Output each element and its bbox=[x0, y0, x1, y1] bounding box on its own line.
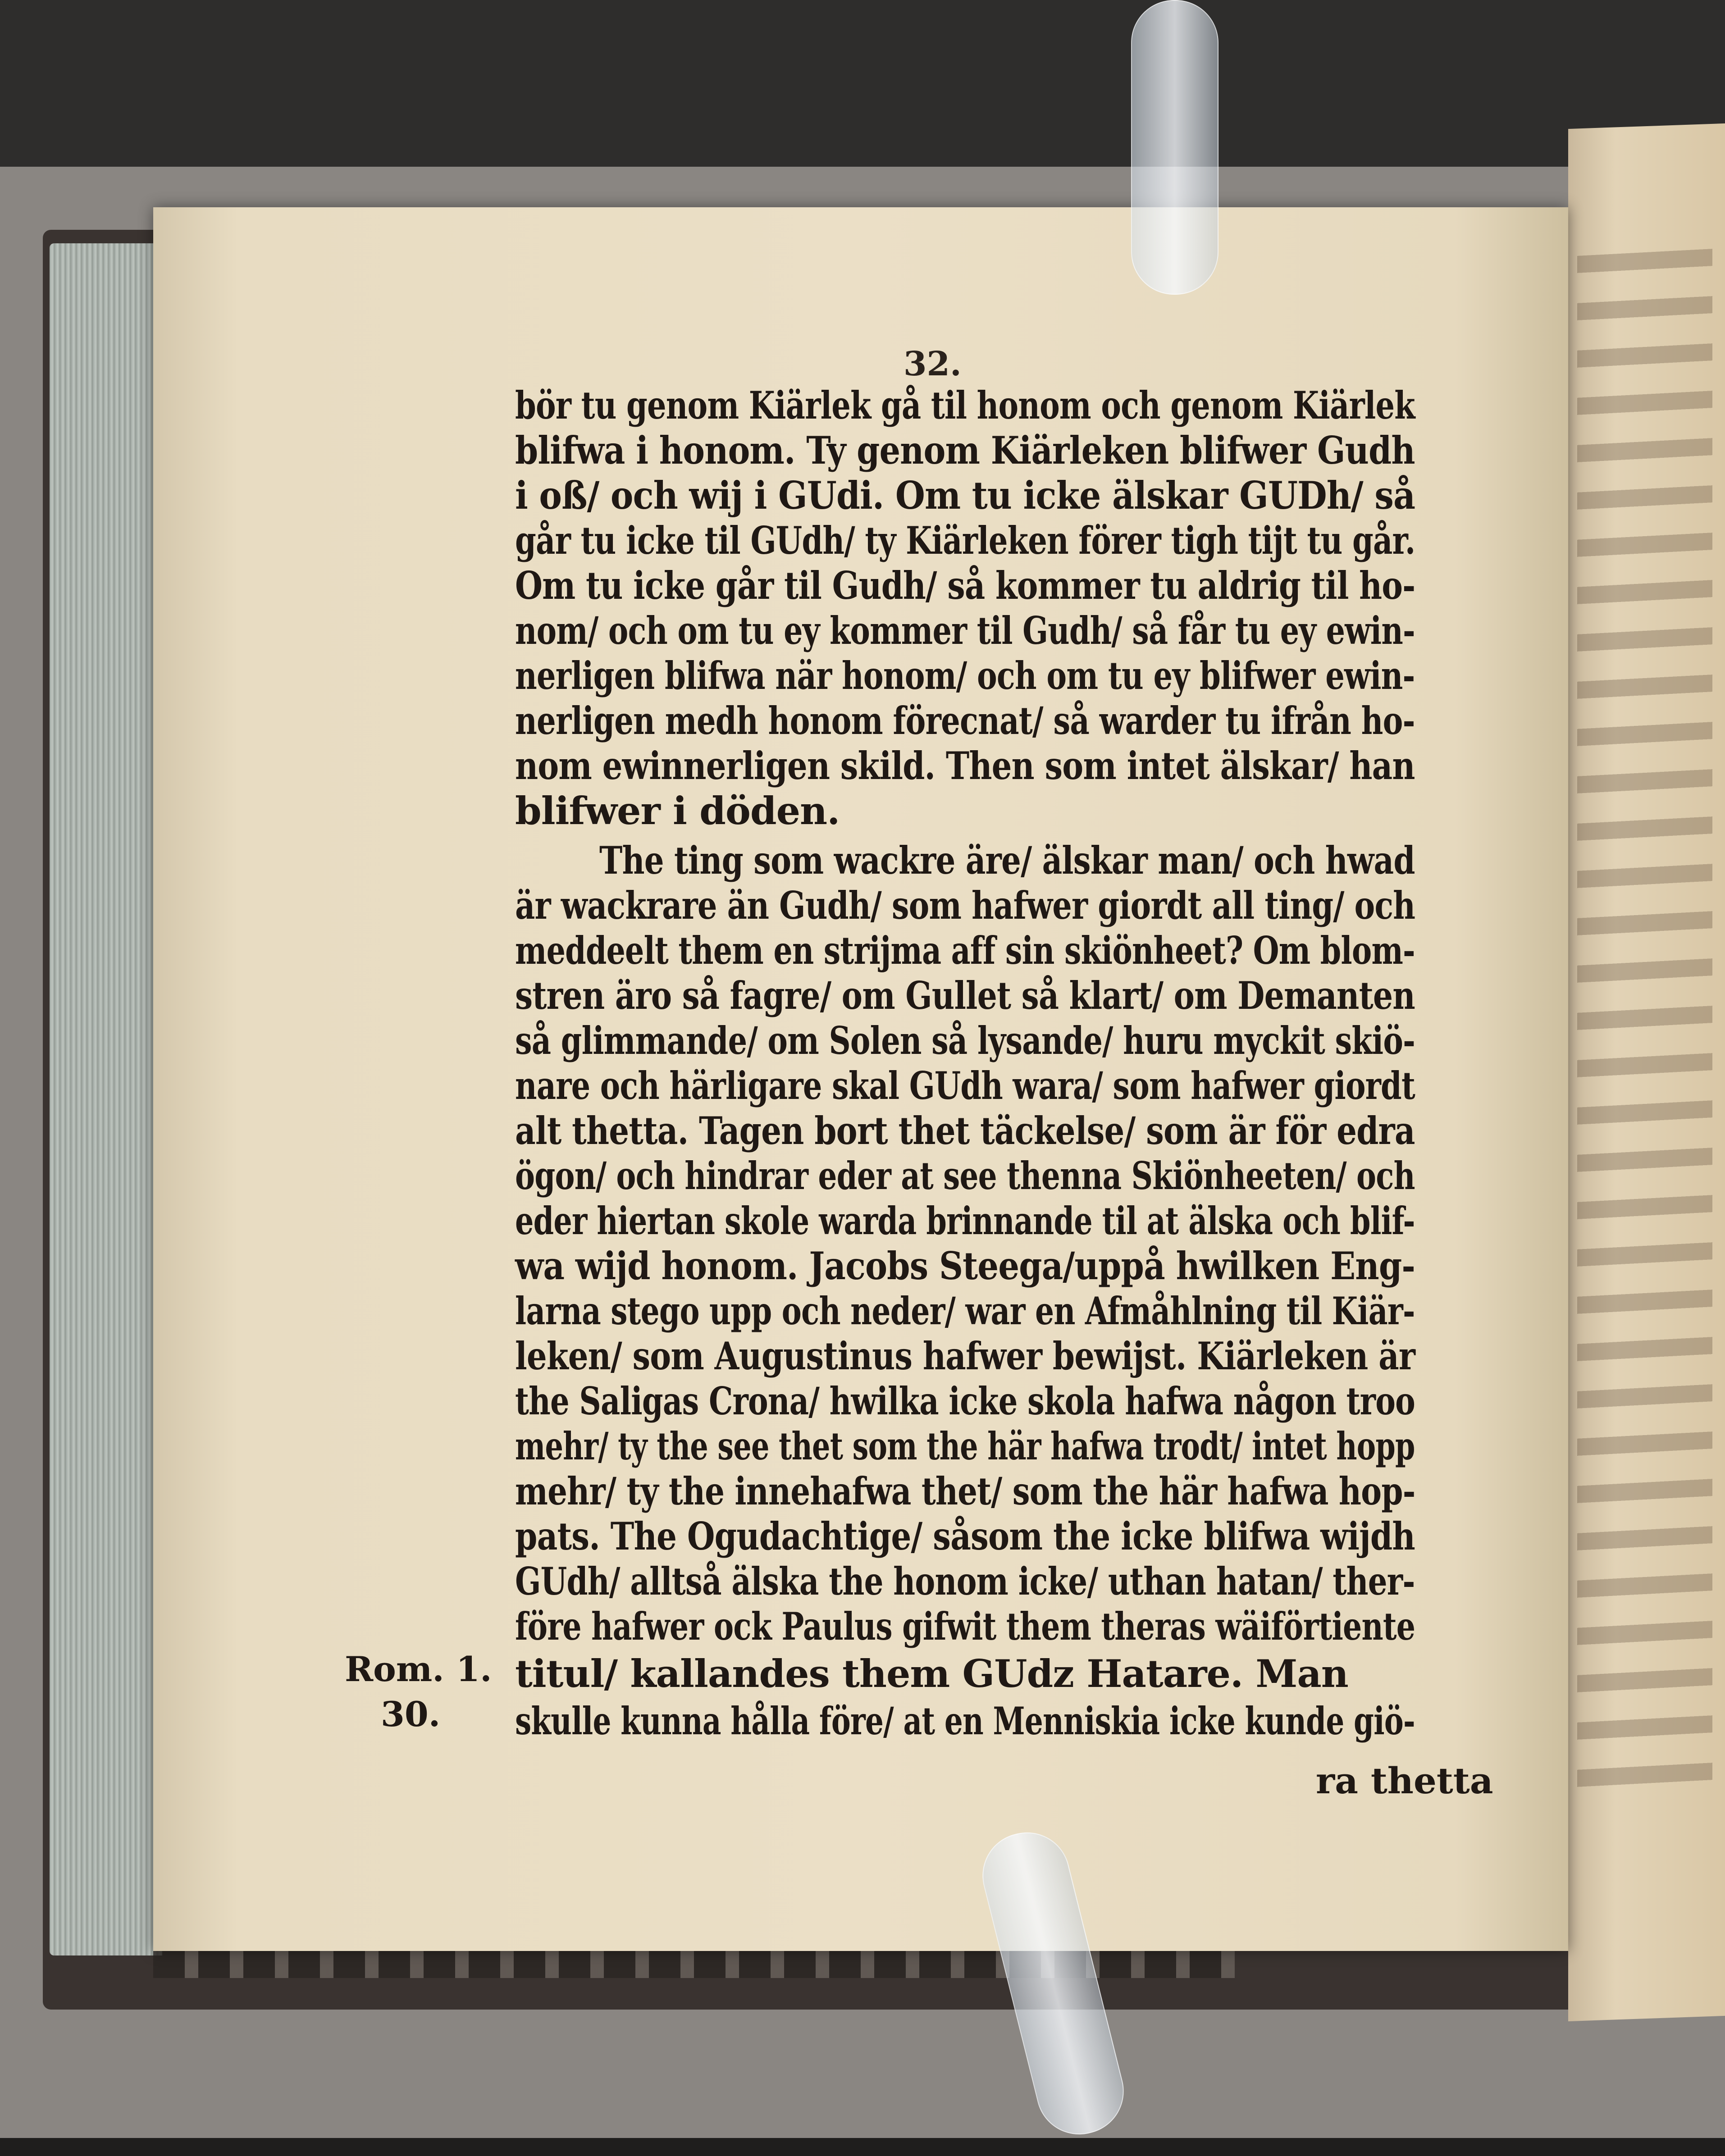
text-line: så glimmande/ om Solen så lysande/ huru myckit skiö- bbox=[515, 1018, 1415, 1063]
bottom-shadow bbox=[0, 2138, 1725, 2156]
text-line: stren äro så fagre/ om Gullet så klart/ om Demanten bbox=[515, 973, 1415, 1018]
text-line: nerligen medh honom förecnat/ så warder tu ifrån ho- bbox=[515, 698, 1415, 743]
text-line: Om tu icke går til Gudh/ så kommer tu aldrig til ho- bbox=[515, 563, 1415, 608]
text-line: GUdh/ alltså älska the honom icke/ uthan hatan/ ther- bbox=[515, 1559, 1415, 1604]
text-line: ögon/ och hindrar eder at see thenna Skiönheeten/ och bbox=[515, 1153, 1415, 1198]
text-line: nom/ och om tu ey kommer til Gudh/ så får tu ey ewin- bbox=[515, 608, 1415, 653]
text-line: mehr/ ty the see thet som the här hafwa trodt/ intet hopp bbox=[515, 1424, 1415, 1468]
text-line: pats. The Ogudachtige/ såsom the icke blifwa wijdh bbox=[515, 1514, 1415, 1559]
margin-reference: Rom. 1. bbox=[345, 1649, 492, 1689]
text-line: före hafwer ock Paulus gifwit them theras wäiförtiente bbox=[515, 1604, 1415, 1649]
text-line: wa wijd honom. Jacobs Steega/uppå hwilken Eng- bbox=[515, 1244, 1415, 1288]
text-line: meddeelt them en strijma aff sin skiönheet? Om blom- bbox=[515, 928, 1415, 973]
text-line: nom ewinnerligen skild. Then som intet älskar/ han bbox=[515, 743, 1415, 788]
text-line: nare och härligare skal GUdh wara/ som hafwer giordt bbox=[515, 1063, 1415, 1108]
text-line: the Saligas Crona/ hwilka icke skola hafwa någon troo bbox=[515, 1379, 1415, 1423]
dark-background bbox=[0, 0, 1725, 167]
text-line: titul/ kallandes them GUdz Hatare. Man bbox=[515, 1651, 1348, 1696]
text-line: går tu icke til GUdh/ ty Kiärleken förer tigh tijt tu går. bbox=[515, 518, 1415, 563]
facing-page-text bbox=[1577, 249, 1712, 1788]
text-line: alt thetta. Tagen bort thet täckelse/ som är för edra bbox=[515, 1108, 1415, 1153]
text-line: larna stego upp och neder/ war en Afmåhlning til Kiär- bbox=[515, 1289, 1415, 1333]
page-edges bbox=[50, 243, 162, 1955]
catchword: ra thetta bbox=[1316, 1759, 1493, 1802]
text-line: är wackrare än Gudh/ som hafwer giordt all ting/ och bbox=[515, 883, 1415, 928]
book-weight-top bbox=[1131, 0, 1218, 295]
page-number: 32. bbox=[904, 345, 962, 383]
text-line: blifwer i döden. bbox=[515, 789, 840, 833]
text-line: mehr/ ty the innehafwa thet/ som the här hafwa hop- bbox=[515, 1469, 1415, 1513]
text-line: i oß/ och wij i GUdi. Om tu icke älskar GUDh/ så bbox=[515, 473, 1415, 518]
text-line: nerligen blifwa när honom/ och om tu ey blifwer ewin- bbox=[515, 653, 1415, 698]
text-line: The ting som wackre äre/ älskar man/ och hwad bbox=[599, 838, 1415, 883]
text-line: eder hiertan skole warda brinnande til at älska och blif- bbox=[515, 1199, 1415, 1243]
text-line: skulle kunna hålla före/ at en Menniskia icke kunde giö- bbox=[515, 1699, 1415, 1743]
text-line: blifwa i honom. Ty genom Kiärleken blifwer Gudh bbox=[515, 428, 1415, 473]
margin-reference-verse: 30. bbox=[381, 1694, 441, 1734]
text-line: leken/ som Augustinus hafwer bewijst. Kiärleken är bbox=[515, 1334, 1415, 1378]
text-line: bör tu genom Kiärlek gå til honom och genom Kiärlek bbox=[515, 383, 1415, 428]
